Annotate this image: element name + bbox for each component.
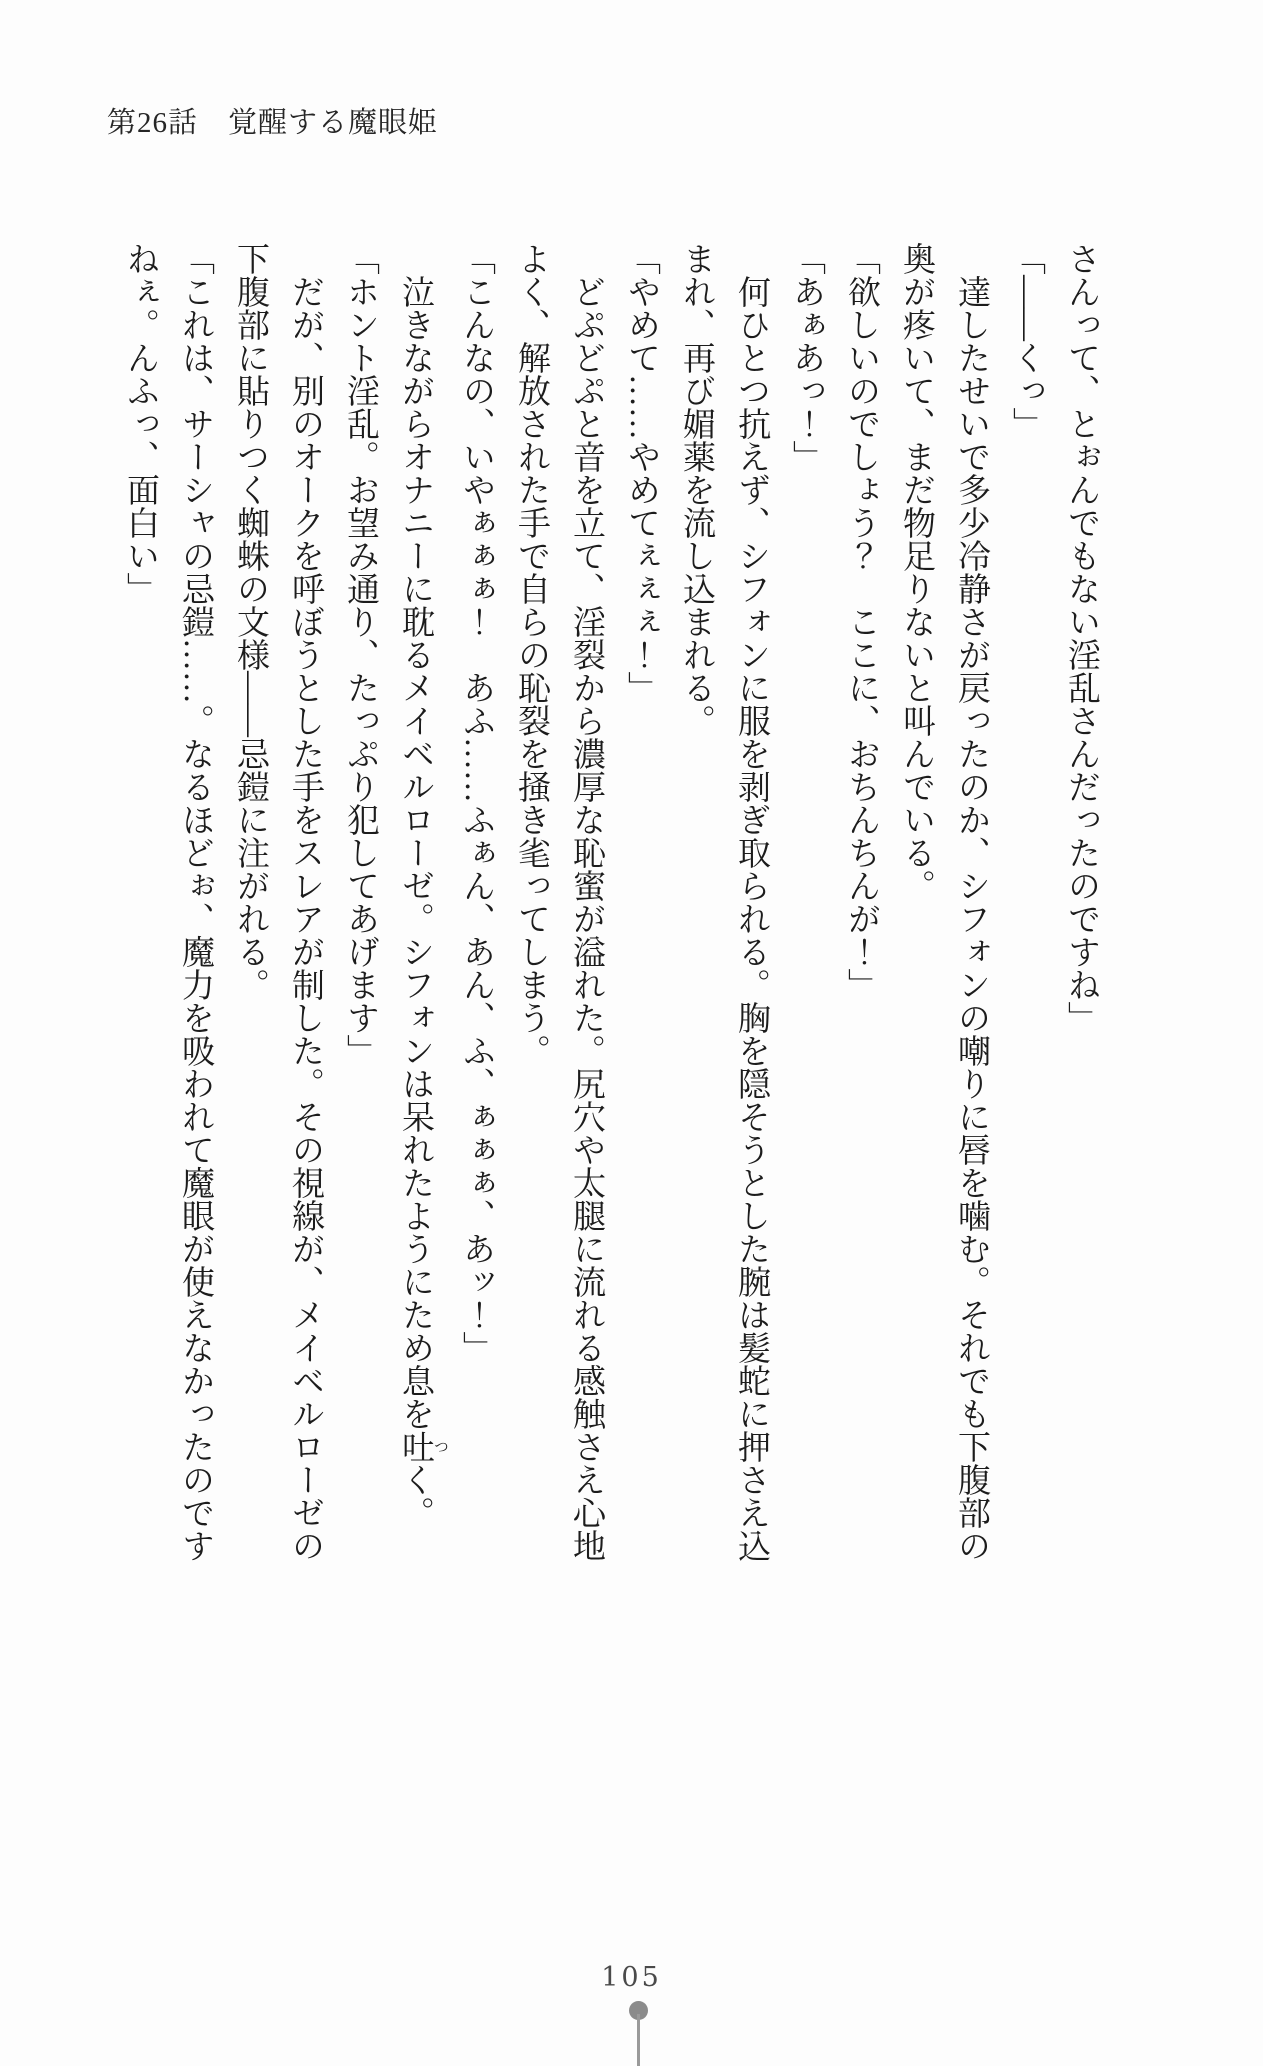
paragraph: 達したせいで多少冷静さが戻ったのか、シフォンの嘲りに唇を噛む。それでも下腹部の奥が疼いて、まだ物足りないと叫んでいる。 bbox=[898, 242, 989, 1562]
page-number: 105 bbox=[601, 1962, 662, 1993]
furigana: 吐 つ bbox=[397, 1430, 448, 1463]
paragraph: だが、別のオークを呼ぼうとした手をスレアが制した。その視線が、メイベルローゼの下腹部に貼りつく蜘蛛の文様――忌鎧に注がれる。 bbox=[232, 242, 323, 1562]
paragraph: 「やめて……やめてぇぇぇ！」 bbox=[623, 242, 659, 704]
chapter-header: 第26話 覚醒する魔眼姫 bbox=[107, 107, 439, 139]
paragraph: 泣きながらオナニーに耽るメイベルローゼ。シフォンは呆れたようにため息を吐 つく。 bbox=[397, 275, 448, 1529]
paragraph: 「こんなの、いやぁぁぁ！ あふ……ふぁん、あん、ふ、ぁぁぁ、あッ！」 bbox=[458, 242, 494, 1364]
paragraph: 「これは、サーシャの忌鎧……。なるほどぉ、魔力を吸われて魔眼が使えなかったのですねぇ。んふっ、面白い」 bbox=[122, 242, 213, 1562]
paragraph: 「――くっ」 bbox=[1008, 242, 1044, 440]
paragraph: どぷどぷと音を立て、淫裂から濃厚な恥蜜が溢れた。尻穴や太腿に流れる感触さえ心地よく、解放された手で自らの恥裂を掻き毟ってしまう。 bbox=[513, 242, 604, 1562]
vertical-text-block bbox=[118, 242, 1108, 1562]
paragraph: 「ホント淫乱。お望み通り、たっぷり犯してあげます」 bbox=[342, 242, 378, 1067]
paragraph: さんって、とぉんでもない淫乱さんだったのですね」 bbox=[1063, 242, 1099, 1034]
footer-ornament-stem-icon bbox=[637, 2014, 640, 2066]
paragraph: 「あぁあっ！」 bbox=[788, 242, 824, 473]
paragraph: 何ひとつ抗えず、シフォンに服を剥ぎ取られる。胸を隠そうとした腕は髪蛇に押さえ込まれ、再び媚薬を流し込まれる。 bbox=[678, 242, 769, 1562]
paragraph: 「欲しいのでしょう？ ここに、おちんちんが！」 bbox=[843, 242, 879, 1001]
